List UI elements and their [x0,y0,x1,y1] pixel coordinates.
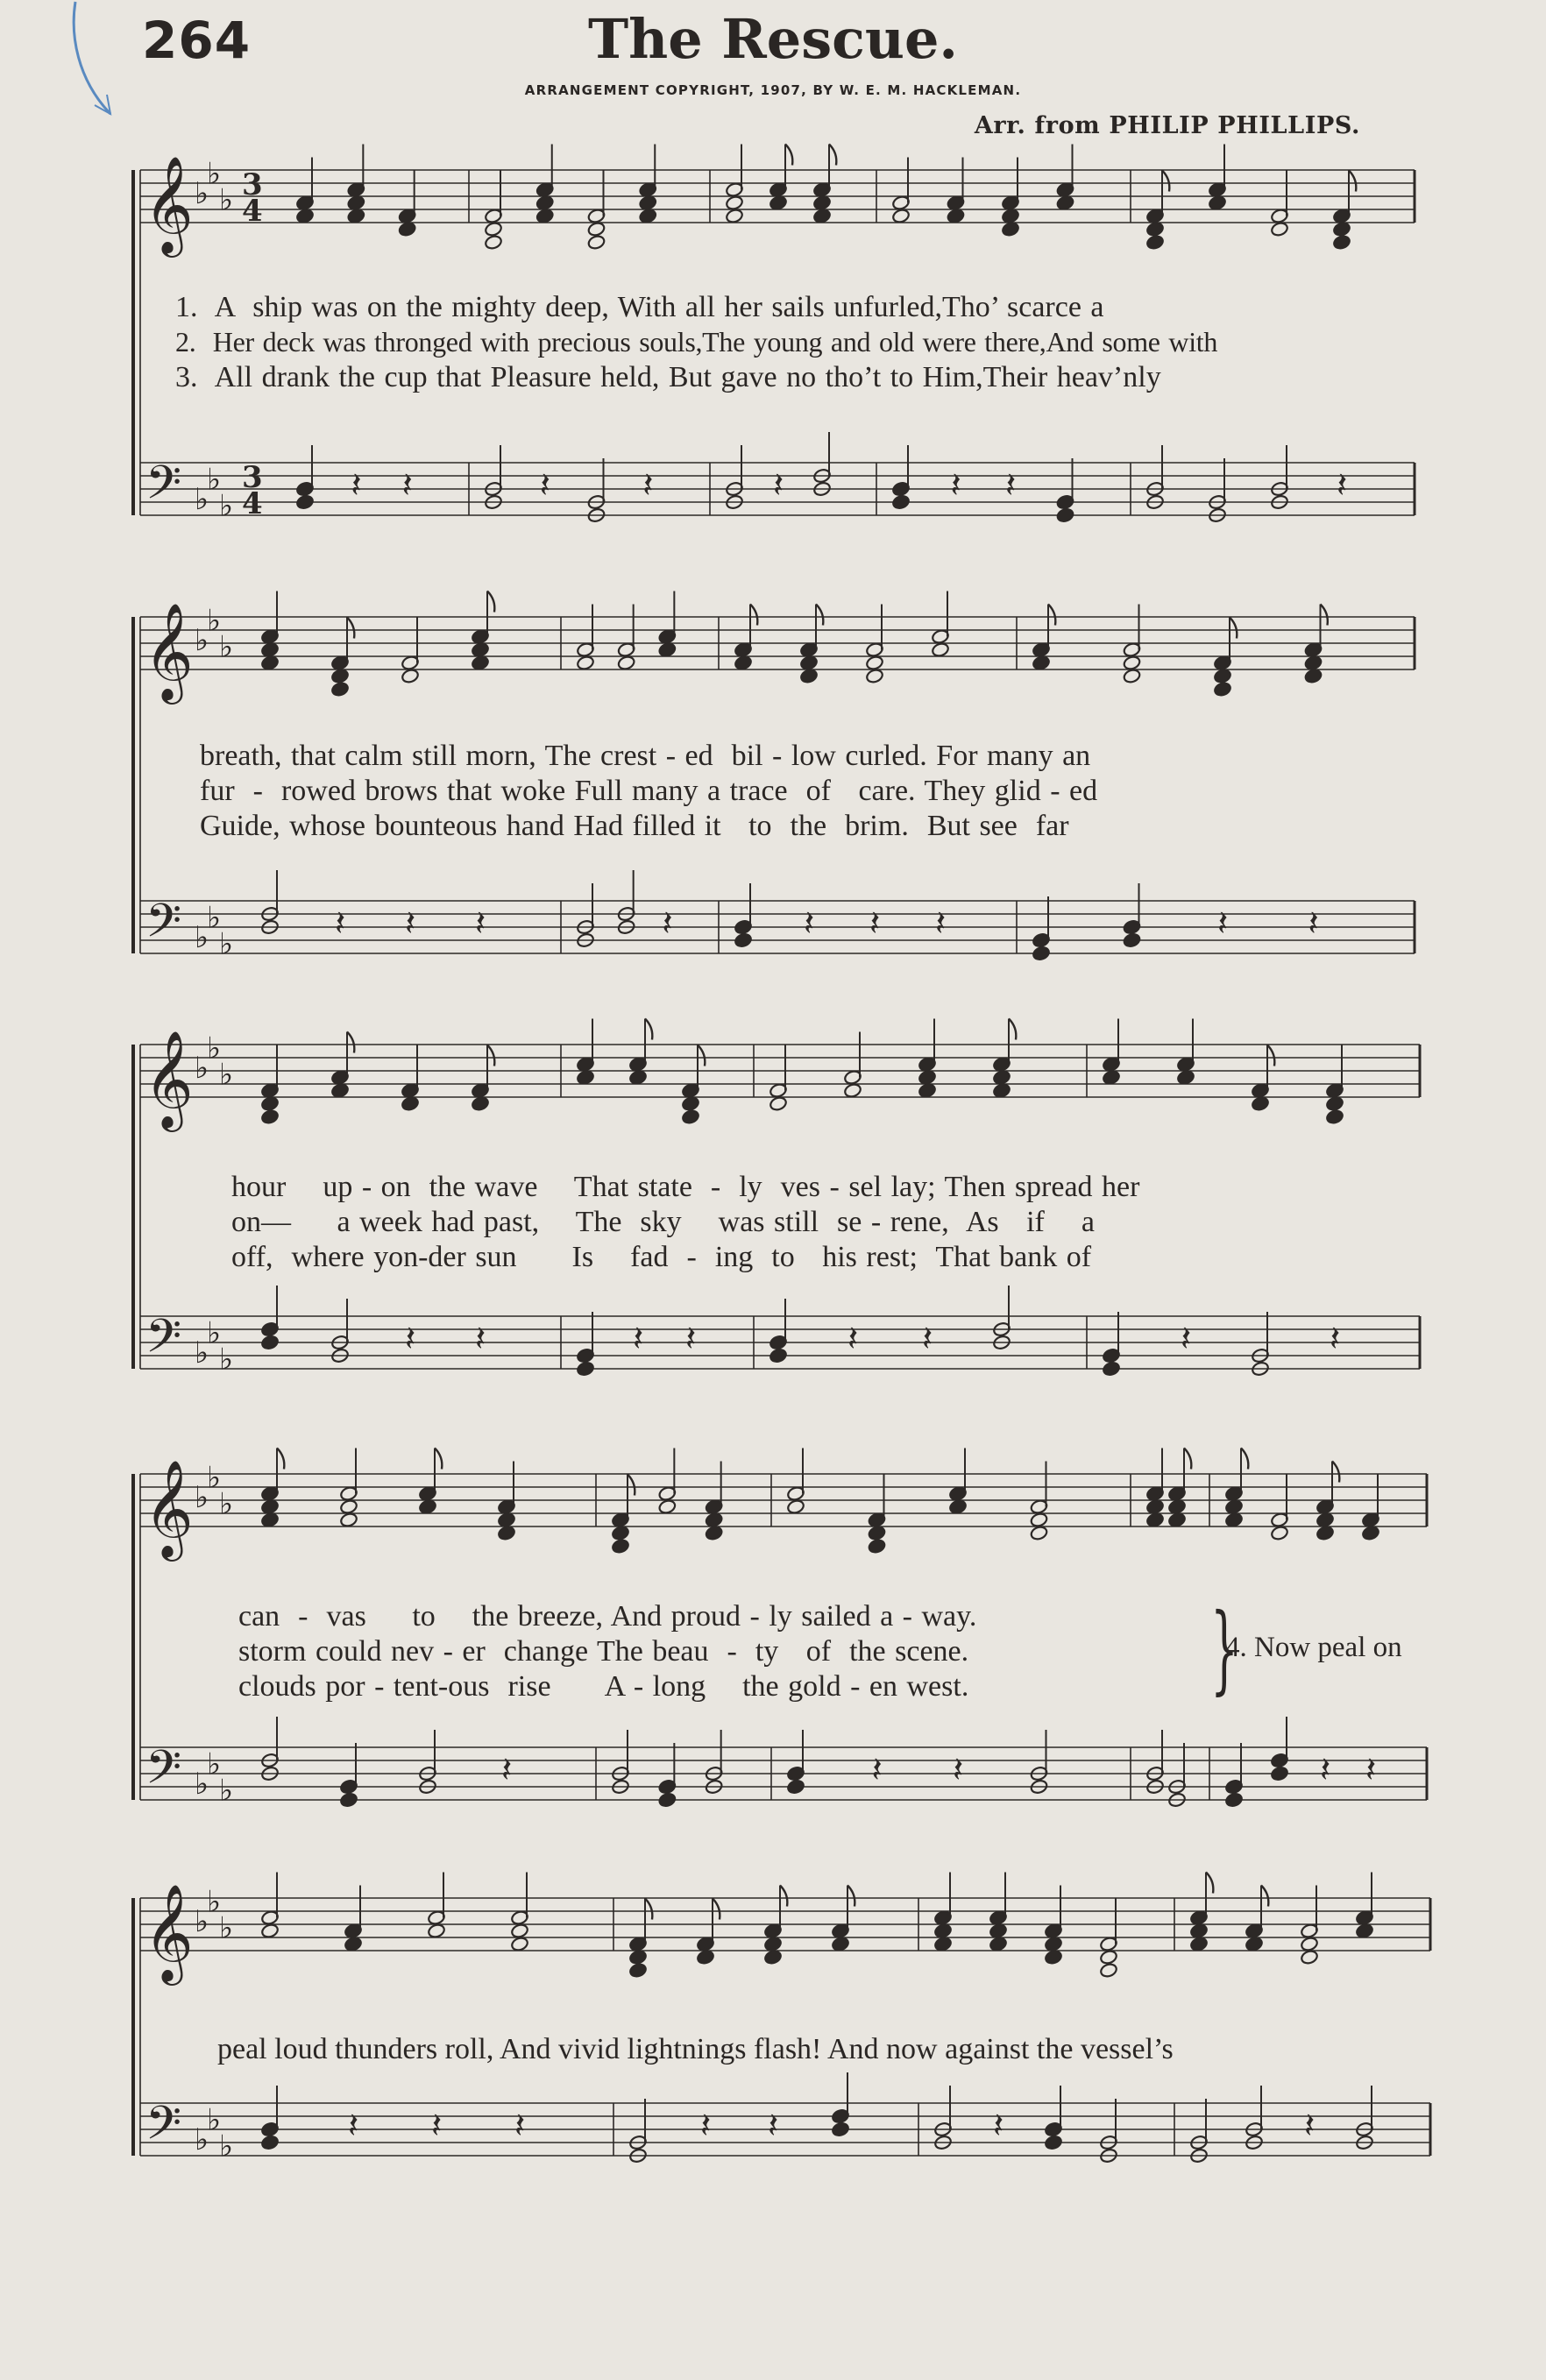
quarter-rest-icon: 𝄽 [475,1319,486,1359]
note-head [1056,507,1074,523]
flat-icon: ♭ [219,629,234,665]
quarter-rest-icon: 𝄽 [1217,903,1229,944]
quarter-rest-icon: 𝄽 [935,903,947,944]
flat-icon: ♭ [219,926,234,962]
note-head [1145,234,1164,250]
treble-clef-icon: 𝄞 [144,155,194,253]
note-head [769,195,787,210]
note-head [1189,1936,1208,1951]
note-head [628,1949,647,1965]
note-flag [785,145,792,166]
note-head [1030,1512,1048,1527]
time-signature-bottom: 4 [242,486,263,521]
note-head [658,1498,677,1514]
note-flag [487,591,494,613]
time-signature-bottom: 4 [242,194,263,229]
quarter-rest-icon: 𝄽 [1337,465,1348,506]
lyric-line-s2-v1: breath, that calm still morn, The crest - ed bil - low curled. For many an [200,740,1091,772]
note-head [344,1936,362,1951]
bass-clef-icon: 𝄢 [145,457,182,521]
note-head [427,1923,445,1938]
note-head [471,655,489,670]
note-head [1032,655,1050,670]
note-head [260,1498,279,1514]
time-signature-top: 3 [242,460,263,495]
note-head [1123,655,1141,670]
note-head [260,2135,279,2150]
note-head [933,1923,952,1938]
note-head [1316,1525,1334,1541]
note-head [1001,208,1019,223]
note-head [725,208,743,223]
note-head [1270,1525,1288,1541]
note-head [696,1949,714,1965]
note-head [484,234,502,250]
flat-icon: ♭ [195,1051,209,1086]
note-head [1213,681,1231,697]
lyric-line-s4-v2: storm could nev - er change The beau - ty of the scene. [238,1635,969,1668]
note-head [260,1512,279,1527]
note-head [295,208,314,223]
flat-icon: ♭ [207,603,222,639]
flat-icon: ♭ [195,176,209,211]
note-head [681,1095,699,1111]
note-head [1044,1936,1062,1951]
quarter-rest-icon: 𝄽 [1320,1750,1331,1790]
note-head [1044,2135,1062,2150]
quarter-rest-icon: 𝄽 [804,903,815,944]
note-head [763,1949,782,1965]
note-head [831,2121,849,2137]
quarter-rest-icon: 𝄽 [475,903,486,944]
note-flag [487,1045,494,1066]
note-head [868,1525,886,1541]
note-flag [1261,1886,1268,1907]
note-head [843,1082,862,1098]
flat-icon: ♭ [219,1057,234,1093]
lyric-line-s3-v2: on— a week had past, The sky was still se - rene, As if a [231,1206,1095,1238]
note-head [471,1095,489,1111]
note-head [1167,1512,1186,1527]
note-head [989,1923,1007,1938]
note-head [330,681,349,697]
note-head [418,1498,436,1514]
quarter-rest-icon: 𝄽 [871,1750,883,1790]
flat-icon: ♭ [207,1746,222,1782]
note-head [628,1962,647,1978]
note-head [1099,1962,1117,1978]
note-flag [1321,605,1328,626]
flat-icon: ♭ [207,1031,222,1066]
note-head [339,1512,358,1527]
quarter-rest-icon: 𝄽 [950,465,961,506]
flat-icon: ♭ [207,462,222,498]
flat-icon: ♭ [207,1460,222,1496]
note-head [948,1498,967,1514]
bass-clef-icon: 𝄢 [145,1741,182,1806]
flat-icon: ♭ [219,1910,234,1946]
note-head [1176,1069,1195,1085]
note-head [330,1082,349,1098]
quarter-rest-icon: 𝄽 [993,2106,1004,2146]
note-head [1102,1069,1120,1085]
note-head [918,1069,936,1085]
note-head [681,1109,699,1124]
flat-icon: ♭ [195,1480,209,1515]
note-head [639,195,657,210]
quarter-rest-icon: 𝄽 [1330,1319,1341,1359]
note-head [1044,1949,1062,1965]
flat-icon: ♭ [219,1342,234,1378]
quarter-rest-icon: 𝄽 [405,1319,416,1359]
lyric-line-s4-v1: can - vas to the breeze, And proud - ly sailed a - way. [238,1600,977,1633]
quarter-rest-icon: 𝄽 [869,903,881,944]
note-head [725,195,743,210]
note-head [510,1936,528,1951]
flat-icon: ♭ [195,482,209,517]
note-head [1167,1498,1186,1514]
quarter-rest-icon: 𝄽 [348,2106,359,2146]
flat-icon: ♭ [219,488,234,524]
note-head [1056,195,1074,210]
note-head [1325,1109,1344,1124]
quarter-rest-icon: 𝄽 [700,2106,712,2146]
note-flag [698,1045,705,1066]
note-head [1270,1766,1288,1781]
note-head [576,1069,594,1085]
note-head [1032,946,1050,961]
note-head [812,208,831,223]
note-head [330,668,349,684]
quarter-rest-icon: 𝄽 [431,2106,443,2146]
quarter-rest-icon: 𝄽 [662,903,673,944]
note-head [1245,1936,1263,1951]
note-head [891,208,910,223]
flat-icon: ♭ [219,2129,234,2164]
lyric-line-s4-v3: clouds por - tent-ous rise A - long the gold - en west. [238,1670,969,1703]
lyric-line-s2-v2: fur - rowed brows that woke Full many a trace of care. They glid - ed [200,775,1098,807]
flat-icon: ♭ [207,1315,222,1351]
note-head [1145,221,1164,237]
note-flag [645,1019,652,1040]
note-head [1224,1512,1243,1527]
lyric-line-s5-v1: peal loud thunders roll, And vivid lightnings flash! And now against the vessel’s [217,2033,1174,2065]
flat-icon: ♭ [195,623,209,658]
note-head [1300,1936,1318,1951]
quarter-rest-icon: 𝄽 [351,465,362,506]
note-head [295,494,314,510]
note-head [611,1525,629,1541]
flat-icon: ♭ [207,900,222,936]
note-head [918,1082,936,1098]
note-head [1099,1949,1117,1965]
note-head [401,668,419,684]
note-head [705,1512,723,1527]
quarter-rest-icon: 𝄽 [922,1319,933,1359]
note-head [576,1361,594,1377]
note-head [658,641,677,657]
note-head [865,655,883,670]
note-flag [1349,171,1356,192]
note-head [763,1936,782,1951]
note-flag [435,1449,442,1470]
note-head [1270,221,1288,237]
quarter-rest-icon: 𝄽 [514,2106,526,2146]
note-head [260,1109,279,1124]
note-head [535,208,554,223]
note-head [398,221,416,237]
note-head [1251,1095,1269,1111]
quarter-rest-icon: 𝄽 [401,465,413,506]
note-head [1001,221,1019,237]
verse-brace: } [1210,1592,1238,1704]
bass-clef-icon: 𝄢 [145,895,182,960]
lyric-line-s1-v2: 2. Her deck was thronged with precious souls,The young and old were there,And some with [175,326,1218,358]
flat-icon: ♭ [219,1773,234,1809]
note-head [260,641,279,657]
flat-icon: ♭ [195,920,209,955]
note-head [931,641,949,657]
note-head [628,1069,647,1085]
note-flag [1009,1019,1016,1040]
flat-icon: ♭ [195,1904,209,1939]
note-head [639,208,657,223]
note-head [1332,234,1351,250]
note-head [947,208,965,223]
note-flag [750,605,757,626]
note-head [510,1923,528,1938]
note-head [587,221,606,237]
note-flag [645,1899,652,1920]
note-head [347,195,365,210]
note-head [769,1348,787,1364]
note-head [812,195,831,210]
note-head [831,1936,849,1951]
note-flag [1241,1449,1248,1470]
note-head [260,1923,279,1938]
quarter-rest-icon: 𝄽 [1005,465,1017,506]
quarter-rest-icon: 𝄽 [642,465,654,506]
lyric-line-s3-v3: off, where yon-der sun Is fad - ing to his rest; That bank of [231,1241,1092,1273]
note-head [497,1525,515,1541]
quarter-rest-icon: 𝄽 [768,2106,779,2146]
note-head [617,655,635,670]
note-head [1030,1525,1048,1541]
note-flag [816,605,823,626]
note-flag [347,618,354,639]
note-head [799,655,818,670]
note-head [1316,1512,1334,1527]
note-head [401,1095,419,1111]
note-head [933,1936,952,1951]
note-flag [847,1886,855,1907]
quarter-rest-icon: 𝄽 [1181,1319,1192,1359]
note-head [1102,1361,1120,1377]
note-head [1208,195,1226,210]
note-head [658,1792,677,1808]
note-head [1123,668,1141,684]
quarter-rest-icon: 𝄽 [953,1750,964,1790]
treble-clef-icon: 𝄞 [144,1030,194,1128]
quarter-rest-icon: 𝄽 [773,465,784,506]
quarter-rest-icon: 𝄽 [1304,2106,1316,2146]
note-flag [1162,171,1169,192]
hymn-title: The Rescue. [588,7,958,71]
note-head [992,1069,1011,1085]
hymn-number: 264 [142,11,252,70]
note-flag [780,1886,787,1907]
note-head [786,1779,805,1795]
quarter-rest-icon: 𝄽 [335,903,346,944]
flat-icon: ♭ [207,156,222,192]
note-head [260,655,279,670]
note-head [868,1538,886,1554]
treble-clef-icon: 𝄞 [144,1459,194,1557]
flat-icon: ♭ [219,182,234,218]
bass-clef-icon: 𝄢 [145,1310,182,1375]
copyright-notice: ARRANGEMENT COPYRIGHT, 1907, BY W. E. M. HACKLEMAN. [524,82,1022,98]
quarter-rest-icon: 𝄽 [1308,903,1319,944]
note-head [1332,221,1351,237]
note-flag [1267,1045,1274,1066]
note-head [1300,1949,1318,1965]
flat-icon: ♭ [219,1486,234,1522]
quarter-rest-icon: 𝄽 [847,1319,859,1359]
lyric-line-s1-v1: 1. A ship was on the mighty deep, With all her sails unfurled,Tho’ scarce a [175,291,1104,323]
note-head [347,208,365,223]
note-head [865,668,883,684]
note-head [1355,1923,1373,1938]
arranger-credit: Arr. from PHILIP PHILLIPS. [974,112,1360,139]
note-head [471,641,489,657]
note-head [705,1525,723,1541]
note-head [1145,1498,1164,1514]
note-head [734,932,752,948]
note-head [1304,655,1323,670]
note-head [1123,932,1141,948]
note-head [1304,668,1323,684]
note-head [891,494,910,510]
note-flag [1230,618,1237,639]
quarter-rest-icon: 𝄽 [633,1319,644,1359]
flat-icon: ♭ [207,2102,222,2138]
note-head [799,668,818,684]
note-head [339,1498,358,1514]
note-head [1189,1923,1208,1938]
lyric-line-s2-v3: Guide, whose bounteous hand Had filled it to the brim. But see far [200,810,1069,842]
treble-clef-icon: 𝄞 [144,1883,194,1981]
quarter-rest-icon: 𝄽 [685,1319,697,1359]
verse-4-label: 4. Now peal on [1225,1632,1402,1663]
note-head [1213,668,1231,684]
note-flag [1206,1873,1213,1894]
note-head [535,195,554,210]
time-signature-top: 3 [242,167,263,202]
flat-icon: ♭ [195,1767,209,1802]
note-head [786,1498,805,1514]
note-flag [1048,605,1055,626]
note-head [339,1792,358,1808]
flat-icon: ♭ [195,1335,209,1371]
note-head [587,234,606,250]
quarter-rest-icon: 𝄽 [1365,1750,1377,1790]
note-head [734,655,752,670]
note-head [1325,1095,1344,1111]
note-head [260,1095,279,1111]
flat-icon: ♭ [195,2122,209,2157]
note-head [260,1335,279,1350]
quarter-rest-icon: 𝄽 [501,1750,513,1790]
note-head [992,1082,1011,1098]
bass-clef-icon: 𝄢 [145,2097,182,2162]
note-flag [713,1899,720,1920]
quarter-rest-icon: 𝄽 [539,465,550,506]
note-flag [829,145,836,166]
note-flag [347,1032,354,1053]
quarter-rest-icon: 𝄽 [405,903,416,944]
note-head [1145,1512,1164,1527]
note-head [1224,1792,1243,1808]
note-flag [277,1449,284,1470]
note-head [989,1936,1007,1951]
treble-clef-icon: 𝄞 [144,602,194,700]
note-head [1224,1498,1243,1514]
note-head [576,655,594,670]
flat-icon: ♭ [207,1884,222,1920]
note-head [769,1095,787,1111]
note-flag [628,1475,635,1496]
note-head [611,1538,629,1554]
lyric-line-s3-v1: hour up - on the wave That state - ly ves - sel lay; Then spread her [231,1171,1140,1203]
note-flag [1332,1462,1339,1483]
note-head [1361,1525,1379,1541]
note-flag [1184,1449,1191,1470]
lyric-line-s1-v3: 3. All drank the cup that Pleasure held, But gave no tho’t to Him,Their heav’nly [175,361,1161,393]
note-head [484,221,502,237]
note-head [497,1512,515,1527]
